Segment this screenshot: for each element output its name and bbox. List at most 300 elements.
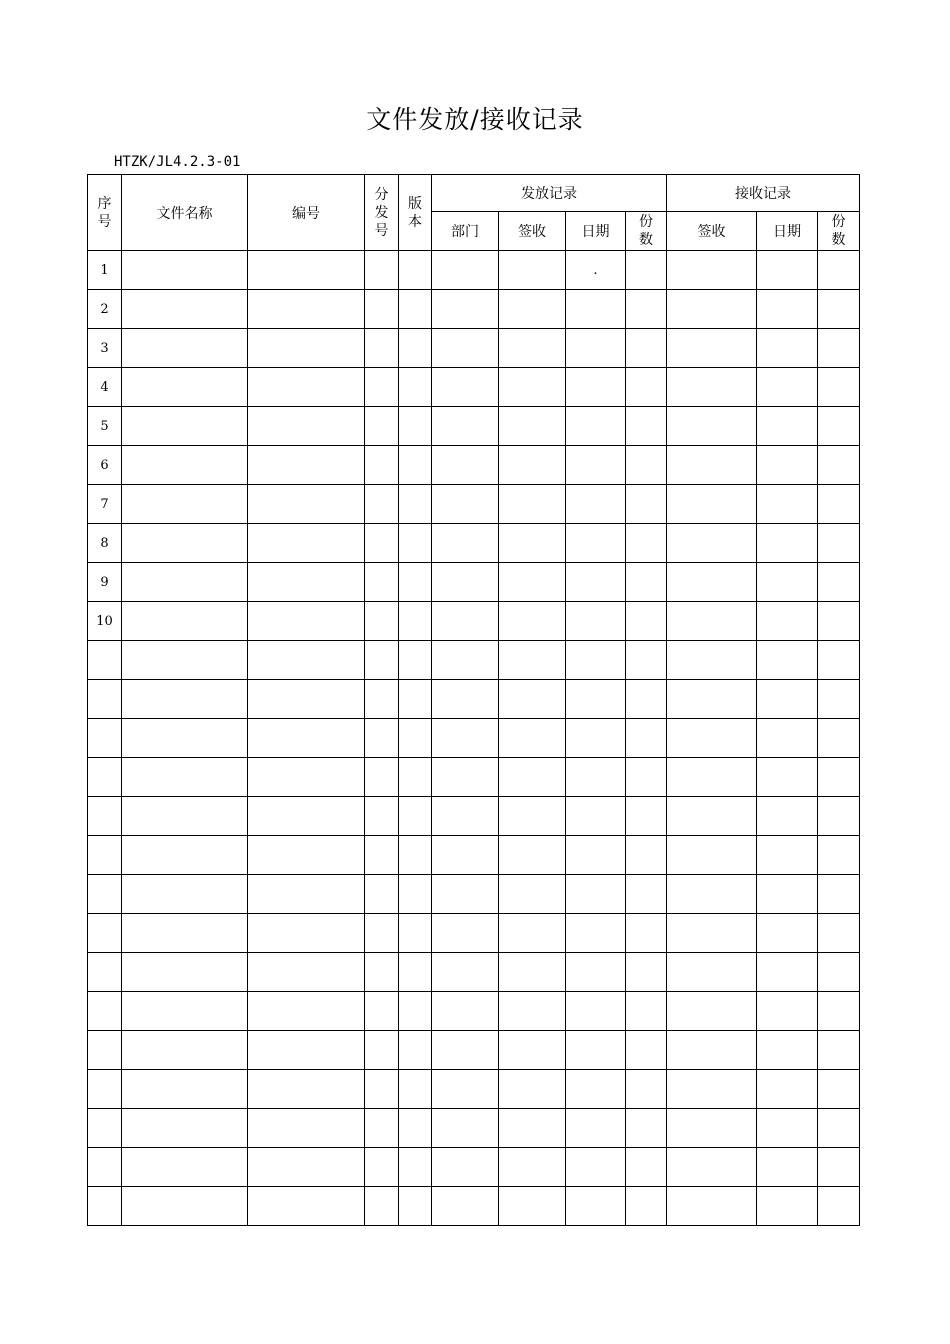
cell-receive-sign[interactable]: [667, 992, 757, 1031]
cell-issue-dept[interactable]: [432, 524, 499, 563]
cell-seq[interactable]: [88, 758, 122, 797]
cell-issue-dept[interactable]: [432, 1031, 499, 1070]
cell-version[interactable]: [399, 251, 432, 290]
cell-seq[interactable]: 5: [88, 407, 122, 446]
cell-dist-no[interactable]: [365, 407, 399, 446]
cell-issue-dept[interactable]: [432, 953, 499, 992]
cell-dist-no[interactable]: [365, 251, 399, 290]
cell-issue-copies[interactable]: [626, 563, 667, 602]
cell-receive-copies[interactable]: [818, 914, 860, 953]
cell-version[interactable]: [399, 329, 432, 368]
cell-issue-dept[interactable]: [432, 836, 499, 875]
cell-receive-sign[interactable]: [667, 680, 757, 719]
cell-issue-sign[interactable]: [499, 797, 566, 836]
cell-issue-copies[interactable]: [626, 992, 667, 1031]
cell-dist-no[interactable]: [365, 875, 399, 914]
cell-issue-sign[interactable]: [499, 875, 566, 914]
cell-issue-dept[interactable]: [432, 602, 499, 641]
cell-receive-date[interactable]: [757, 251, 818, 290]
cell-receive-date[interactable]: [757, 992, 818, 1031]
cell-issue-date[interactable]: [566, 329, 626, 368]
cell-issue-date[interactable]: [566, 1187, 626, 1226]
cell-receive-copies[interactable]: [818, 797, 860, 836]
cell-number[interactable]: [248, 758, 365, 797]
cell-issue-sign[interactable]: [499, 485, 566, 524]
cell-receive-copies[interactable]: [818, 719, 860, 758]
cell-dist-no[interactable]: [365, 329, 399, 368]
cell-file-name[interactable]: [122, 1109, 248, 1148]
cell-issue-date[interactable]: [566, 992, 626, 1031]
cell-dist-no[interactable]: [365, 641, 399, 680]
cell-receive-copies[interactable]: [818, 1070, 860, 1109]
cell-issue-copies[interactable]: [626, 329, 667, 368]
cell-issue-sign[interactable]: [499, 758, 566, 797]
cell-issue-copies[interactable]: [626, 758, 667, 797]
cell-number[interactable]: [248, 719, 365, 758]
cell-dist-no[interactable]: [365, 290, 399, 329]
cell-seq[interactable]: 10: [88, 602, 122, 641]
cell-receive-copies[interactable]: [818, 485, 860, 524]
cell-receive-date[interactable]: [757, 602, 818, 641]
cell-receive-copies[interactable]: [818, 836, 860, 875]
cell-version[interactable]: [399, 836, 432, 875]
cell-file-name[interactable]: [122, 407, 248, 446]
cell-version[interactable]: [399, 797, 432, 836]
cell-seq[interactable]: [88, 680, 122, 719]
cell-dist-no[interactable]: [365, 1109, 399, 1148]
cell-dist-no[interactable]: [365, 524, 399, 563]
cell-seq[interactable]: [88, 641, 122, 680]
cell-number[interactable]: [248, 329, 365, 368]
cell-number[interactable]: [248, 641, 365, 680]
cell-issue-copies[interactable]: [626, 914, 667, 953]
cell-version[interactable]: [399, 446, 432, 485]
cell-dist-no[interactable]: [365, 992, 399, 1031]
cell-version[interactable]: [399, 758, 432, 797]
cell-seq[interactable]: [88, 836, 122, 875]
cell-issue-copies[interactable]: [626, 1148, 667, 1187]
cell-dist-no[interactable]: [365, 563, 399, 602]
cell-issue-copies[interactable]: [626, 524, 667, 563]
cell-number[interactable]: [248, 563, 365, 602]
cell-version[interactable]: [399, 1109, 432, 1148]
cell-number[interactable]: [248, 1187, 365, 1226]
cell-issue-copies[interactable]: [626, 719, 667, 758]
cell-issue-copies[interactable]: [626, 836, 667, 875]
cell-issue-dept[interactable]: [432, 368, 499, 407]
cell-issue-dept[interactable]: [432, 875, 499, 914]
cell-file-name[interactable]: [122, 446, 248, 485]
cell-seq[interactable]: [88, 1187, 122, 1226]
cell-file-name[interactable]: [122, 329, 248, 368]
cell-dist-no[interactable]: [365, 680, 399, 719]
cell-issue-date[interactable]: [566, 368, 626, 407]
cell-issue-sign[interactable]: [499, 719, 566, 758]
cell-issue-copies[interactable]: [626, 1070, 667, 1109]
cell-receive-sign[interactable]: [667, 1070, 757, 1109]
cell-issue-dept[interactable]: [432, 407, 499, 446]
cell-issue-dept[interactable]: [432, 914, 499, 953]
cell-number[interactable]: [248, 680, 365, 719]
cell-receive-copies[interactable]: [818, 992, 860, 1031]
cell-issue-date[interactable]: [566, 836, 626, 875]
cell-number[interactable]: [248, 914, 365, 953]
cell-receive-date[interactable]: [757, 953, 818, 992]
cell-receive-sign[interactable]: [667, 641, 757, 680]
cell-receive-copies[interactable]: [818, 563, 860, 602]
cell-issue-sign[interactable]: [499, 563, 566, 602]
cell-receive-date[interactable]: [757, 329, 818, 368]
cell-issue-copies[interactable]: [626, 251, 667, 290]
cell-receive-copies[interactable]: [818, 368, 860, 407]
cell-issue-sign[interactable]: [499, 641, 566, 680]
cell-receive-copies[interactable]: [818, 641, 860, 680]
cell-file-name[interactable]: [122, 1187, 248, 1226]
cell-issue-sign[interactable]: [499, 953, 566, 992]
cell-dist-no[interactable]: [365, 368, 399, 407]
cell-file-name[interactable]: [122, 953, 248, 992]
cell-seq[interactable]: [88, 1031, 122, 1070]
cell-version[interactable]: [399, 953, 432, 992]
cell-issue-sign[interactable]: [499, 680, 566, 719]
cell-issue-date[interactable]: [566, 485, 626, 524]
cell-version[interactable]: [399, 407, 432, 446]
cell-receive-copies[interactable]: [818, 329, 860, 368]
cell-receive-date[interactable]: [757, 446, 818, 485]
cell-number[interactable]: [248, 953, 365, 992]
cell-dist-no[interactable]: [365, 914, 399, 953]
cell-issue-date[interactable]: [566, 758, 626, 797]
cell-issue-copies[interactable]: [626, 485, 667, 524]
cell-receive-sign[interactable]: [667, 485, 757, 524]
cell-issue-sign[interactable]: [499, 602, 566, 641]
cell-issue-copies[interactable]: [626, 953, 667, 992]
cell-number[interactable]: [248, 1109, 365, 1148]
cell-issue-date[interactable]: [566, 641, 626, 680]
cell-receive-date[interactable]: [757, 641, 818, 680]
cell-issue-copies[interactable]: [626, 875, 667, 914]
cell-receive-sign[interactable]: [667, 1187, 757, 1226]
cell-version[interactable]: [399, 602, 432, 641]
cell-issue-copies[interactable]: [626, 1187, 667, 1226]
cell-receive-copies[interactable]: [818, 446, 860, 485]
cell-issue-sign[interactable]: [499, 836, 566, 875]
cell-receive-date[interactable]: [757, 485, 818, 524]
cell-dist-no[interactable]: [365, 758, 399, 797]
cell-issue-copies[interactable]: [626, 1031, 667, 1070]
cell-issue-sign[interactable]: [499, 1187, 566, 1226]
cell-file-name[interactable]: [122, 914, 248, 953]
cell-issue-sign[interactable]: [499, 407, 566, 446]
cell-version[interactable]: [399, 524, 432, 563]
cell-issue-sign[interactable]: [499, 1148, 566, 1187]
cell-issue-dept[interactable]: [432, 797, 499, 836]
cell-issue-sign[interactable]: [499, 524, 566, 563]
cell-issue-dept[interactable]: [432, 563, 499, 602]
cell-issue-date[interactable]: [566, 524, 626, 563]
cell-dist-no[interactable]: [365, 1070, 399, 1109]
cell-receive-copies[interactable]: [818, 1148, 860, 1187]
cell-dist-no[interactable]: [365, 719, 399, 758]
cell-receive-sign[interactable]: [667, 719, 757, 758]
cell-receive-copies[interactable]: [818, 251, 860, 290]
cell-version[interactable]: [399, 1031, 432, 1070]
cell-receive-sign[interactable]: [667, 446, 757, 485]
cell-seq[interactable]: 7: [88, 485, 122, 524]
cell-file-name[interactable]: [122, 1070, 248, 1109]
cell-issue-date[interactable]: [566, 563, 626, 602]
cell-receive-sign[interactable]: [667, 1109, 757, 1148]
cell-file-name[interactable]: [122, 251, 248, 290]
cell-receive-date[interactable]: [757, 758, 818, 797]
cell-dist-no[interactable]: [365, 602, 399, 641]
cell-issue-date[interactable]: [566, 1148, 626, 1187]
cell-seq[interactable]: 3: [88, 329, 122, 368]
cell-receive-sign[interactable]: [667, 329, 757, 368]
cell-issue-date[interactable]: [566, 797, 626, 836]
cell-receive-date[interactable]: [757, 290, 818, 329]
cell-number[interactable]: [248, 368, 365, 407]
cell-issue-dept[interactable]: [432, 641, 499, 680]
cell-version[interactable]: [399, 563, 432, 602]
cell-issue-sign[interactable]: [499, 446, 566, 485]
cell-seq[interactable]: [88, 914, 122, 953]
cell-number[interactable]: [248, 992, 365, 1031]
cell-issue-copies[interactable]: [626, 797, 667, 836]
cell-dist-no[interactable]: [365, 446, 399, 485]
cell-receive-date[interactable]: [757, 1148, 818, 1187]
cell-seq[interactable]: 4: [88, 368, 122, 407]
cell-file-name[interactable]: [122, 524, 248, 563]
cell-dist-no[interactable]: [365, 1148, 399, 1187]
cell-issue-dept[interactable]: [432, 1187, 499, 1226]
cell-seq[interactable]: [88, 719, 122, 758]
cell-issue-sign[interactable]: [499, 992, 566, 1031]
cell-issue-dept[interactable]: [432, 1148, 499, 1187]
cell-receive-copies[interactable]: [818, 1109, 860, 1148]
cell-issue-dept[interactable]: [432, 1070, 499, 1109]
cell-issue-date[interactable]: [566, 1109, 626, 1148]
cell-issue-date[interactable]: [566, 1031, 626, 1070]
cell-receive-sign[interactable]: [667, 914, 757, 953]
cell-issue-date[interactable]: .: [566, 251, 626, 290]
cell-file-name[interactable]: [122, 797, 248, 836]
cell-issue-dept[interactable]: [432, 446, 499, 485]
cell-receive-date[interactable]: [757, 914, 818, 953]
cell-file-name[interactable]: [122, 875, 248, 914]
cell-issue-sign[interactable]: [499, 368, 566, 407]
cell-seq[interactable]: [88, 875, 122, 914]
cell-issue-sign[interactable]: [499, 290, 566, 329]
cell-number[interactable]: [248, 836, 365, 875]
cell-seq[interactable]: 9: [88, 563, 122, 602]
cell-file-name[interactable]: [122, 485, 248, 524]
cell-version[interactable]: [399, 680, 432, 719]
cell-receive-sign[interactable]: [667, 407, 757, 446]
cell-issue-dept[interactable]: [432, 485, 499, 524]
cell-issue-dept[interactable]: [432, 992, 499, 1031]
cell-file-name[interactable]: [122, 680, 248, 719]
cell-dist-no[interactable]: [365, 1031, 399, 1070]
cell-issue-copies[interactable]: [626, 446, 667, 485]
cell-receive-sign[interactable]: [667, 368, 757, 407]
cell-number[interactable]: [248, 602, 365, 641]
cell-receive-date[interactable]: [757, 1109, 818, 1148]
cell-receive-sign[interactable]: [667, 563, 757, 602]
cell-receive-sign[interactable]: [667, 953, 757, 992]
cell-issue-date[interactable]: [566, 407, 626, 446]
cell-version[interactable]: [399, 1148, 432, 1187]
cell-number[interactable]: [248, 875, 365, 914]
cell-receive-copies[interactable]: [818, 1187, 860, 1226]
cell-issue-copies[interactable]: [626, 407, 667, 446]
cell-issue-copies[interactable]: [626, 290, 667, 329]
cell-seq[interactable]: 2: [88, 290, 122, 329]
cell-issue-date[interactable]: [566, 680, 626, 719]
cell-receive-date[interactable]: [757, 368, 818, 407]
cell-version[interactable]: [399, 290, 432, 329]
cell-issue-copies[interactable]: [626, 368, 667, 407]
cell-number[interactable]: [248, 251, 365, 290]
cell-receive-sign[interactable]: [667, 1031, 757, 1070]
cell-receive-date[interactable]: [757, 797, 818, 836]
cell-receive-copies[interactable]: [818, 1031, 860, 1070]
cell-issue-date[interactable]: [566, 914, 626, 953]
cell-receive-sign[interactable]: [667, 875, 757, 914]
cell-receive-date[interactable]: [757, 719, 818, 758]
cell-file-name[interactable]: [122, 1031, 248, 1070]
cell-receive-date[interactable]: [757, 836, 818, 875]
cell-issue-copies[interactable]: [626, 1109, 667, 1148]
cell-issue-dept[interactable]: [432, 251, 499, 290]
cell-receive-date[interactable]: [757, 680, 818, 719]
cell-version[interactable]: [399, 875, 432, 914]
cell-receive-date[interactable]: [757, 563, 818, 602]
cell-file-name[interactable]: [122, 836, 248, 875]
cell-issue-sign[interactable]: [499, 914, 566, 953]
cell-version[interactable]: [399, 1187, 432, 1226]
cell-file-name[interactable]: [122, 992, 248, 1031]
cell-number[interactable]: [248, 1070, 365, 1109]
cell-receive-date[interactable]: [757, 407, 818, 446]
cell-dist-no[interactable]: [365, 953, 399, 992]
cell-receive-copies[interactable]: [818, 524, 860, 563]
cell-receive-date[interactable]: [757, 1070, 818, 1109]
cell-issue-copies[interactable]: [626, 680, 667, 719]
cell-issue-copies[interactable]: [626, 602, 667, 641]
cell-issue-sign[interactable]: [499, 1031, 566, 1070]
cell-issue-date[interactable]: [566, 953, 626, 992]
cell-seq[interactable]: [88, 953, 122, 992]
cell-seq[interactable]: [88, 797, 122, 836]
cell-issue-sign[interactable]: [499, 1070, 566, 1109]
cell-dist-no[interactable]: [365, 797, 399, 836]
cell-issue-date[interactable]: [566, 290, 626, 329]
cell-receive-sign[interactable]: [667, 251, 757, 290]
cell-issue-sign[interactable]: [499, 329, 566, 368]
cell-issue-dept[interactable]: [432, 758, 499, 797]
cell-number[interactable]: [248, 485, 365, 524]
cell-receive-sign[interactable]: [667, 758, 757, 797]
cell-receive-copies[interactable]: [818, 953, 860, 992]
cell-version[interactable]: [399, 914, 432, 953]
cell-receive-copies[interactable]: [818, 407, 860, 446]
cell-file-name[interactable]: [122, 758, 248, 797]
cell-receive-sign[interactable]: [667, 836, 757, 875]
cell-number[interactable]: [248, 446, 365, 485]
cell-receive-date[interactable]: [757, 875, 818, 914]
cell-file-name[interactable]: [122, 368, 248, 407]
cell-number[interactable]: [248, 1031, 365, 1070]
cell-file-name[interactable]: [122, 1148, 248, 1187]
cell-issue-sign[interactable]: [499, 251, 566, 290]
cell-seq[interactable]: [88, 992, 122, 1031]
cell-dist-no[interactable]: [365, 485, 399, 524]
cell-version[interactable]: [399, 641, 432, 680]
cell-receive-sign[interactable]: [667, 797, 757, 836]
cell-issue-dept[interactable]: [432, 290, 499, 329]
cell-receive-date[interactable]: [757, 1031, 818, 1070]
cell-version[interactable]: [399, 719, 432, 758]
cell-seq[interactable]: [88, 1070, 122, 1109]
cell-receive-sign[interactable]: [667, 524, 757, 563]
cell-dist-no[interactable]: [365, 836, 399, 875]
cell-receive-sign[interactable]: [667, 602, 757, 641]
cell-receive-copies[interactable]: [818, 758, 860, 797]
cell-receive-date[interactable]: [757, 524, 818, 563]
cell-seq[interactable]: [88, 1148, 122, 1187]
cell-file-name[interactable]: [122, 641, 248, 680]
cell-version[interactable]: [399, 485, 432, 524]
cell-number[interactable]: [248, 797, 365, 836]
cell-receive-copies[interactable]: [818, 680, 860, 719]
cell-issue-dept[interactable]: [432, 329, 499, 368]
cell-receive-sign[interactable]: [667, 290, 757, 329]
cell-seq[interactable]: 8: [88, 524, 122, 563]
cell-file-name[interactable]: [122, 563, 248, 602]
cell-seq[interactable]: 1: [88, 251, 122, 290]
cell-issue-dept[interactable]: [432, 680, 499, 719]
cell-issue-date[interactable]: [566, 602, 626, 641]
cell-issue-date[interactable]: [566, 1070, 626, 1109]
cell-number[interactable]: [248, 407, 365, 446]
cell-receive-date[interactable]: [757, 1187, 818, 1226]
cell-dist-no[interactable]: [365, 1187, 399, 1226]
cell-issue-copies[interactable]: [626, 641, 667, 680]
cell-number[interactable]: [248, 524, 365, 563]
cell-issue-sign[interactable]: [499, 1109, 566, 1148]
cell-seq[interactable]: 6: [88, 446, 122, 485]
cell-issue-dept[interactable]: [432, 1109, 499, 1148]
cell-file-name[interactable]: [122, 290, 248, 329]
cell-receive-copies[interactable]: [818, 602, 860, 641]
cell-issue-date[interactable]: [566, 446, 626, 485]
cell-version[interactable]: [399, 1070, 432, 1109]
cell-number[interactable]: [248, 290, 365, 329]
cell-file-name[interactable]: [122, 602, 248, 641]
cell-receive-sign[interactable]: [667, 1148, 757, 1187]
cell-receive-copies[interactable]: [818, 875, 860, 914]
cell-version[interactable]: [399, 992, 432, 1031]
cell-version[interactable]: [399, 368, 432, 407]
cell-file-name[interactable]: [122, 719, 248, 758]
cell-seq[interactable]: [88, 1109, 122, 1148]
cell-issue-dept[interactable]: [432, 719, 499, 758]
cell-issue-date[interactable]: [566, 719, 626, 758]
cell-receive-copies[interactable]: [818, 290, 860, 329]
cell-number[interactable]: [248, 1148, 365, 1187]
cell-issue-date[interactable]: [566, 875, 626, 914]
